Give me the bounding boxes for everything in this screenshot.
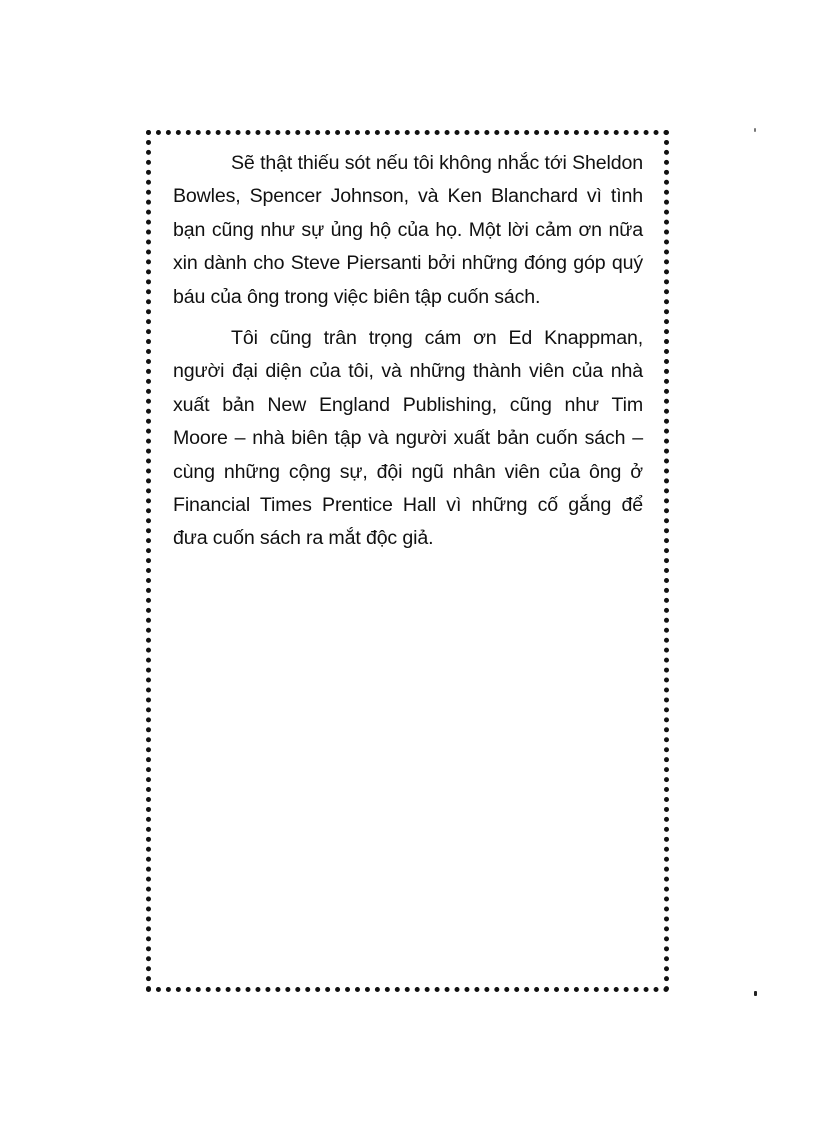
acknowledgements-text xyxy=(173,147,643,564)
paragraph-2: Tôi cũng trân trọng cám ơn Ed Knappman, người đại diện của tôi, và những thành viên của nhà xuất bản New England Publishing, cũng như Tim Moore – nhà biên tập và người xuất bản cuốn sách – cùng những cộng sự, đội ngũ nhân viên của ông ở Financial Times Prentice Hall vì những cố gắng để đưa cuốn sách ra mắt độc giả. xyxy=(173,327,643,550)
paragraph-1: Sẽ thật thiếu sót nếu tôi không nhắc tới Sheldon Bowles, Spencer Johnson, và Ken Blanchard vì tình bạn cũng như sự ủng hộ của họ. Một lời cảm ơn nữa xin dành cho Steve Piersanti bởi những đóng góp quý báu của ông trong việc biên tập cuốn sách. xyxy=(173,152,643,308)
scan-mark-top xyxy=(754,128,756,132)
scan-mark-bottom xyxy=(754,991,757,996)
